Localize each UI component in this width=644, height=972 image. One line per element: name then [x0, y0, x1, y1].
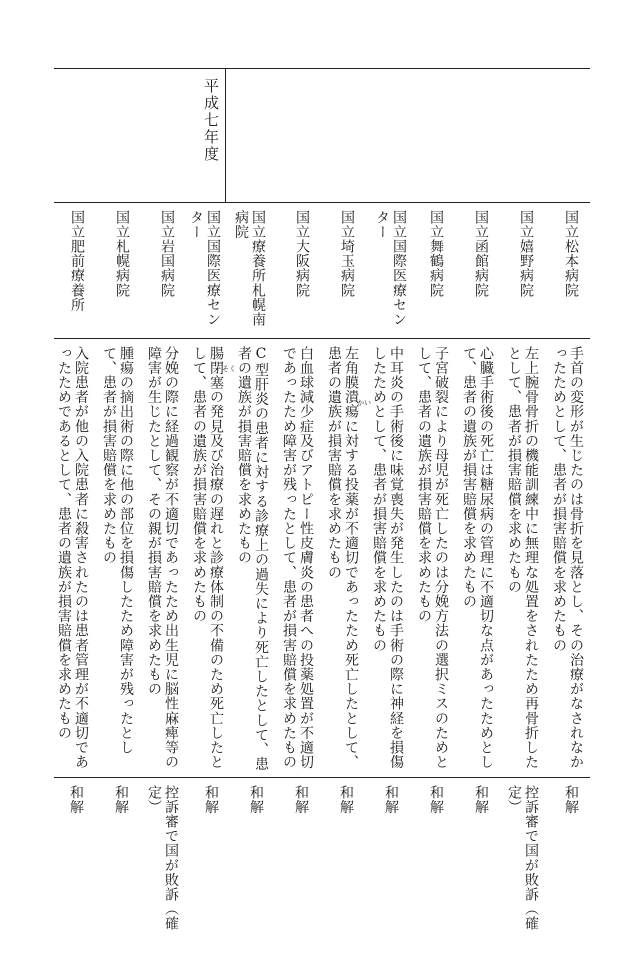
case-result	[505, 785, 539, 945]
hospital-name: 国立岩国病院	[159, 210, 175, 298]
hospital-name-text: 国立国際医療センター	[188, 210, 221, 327]
case-summary	[370, 346, 404, 774]
case-summary-text: 心臓手術後の死亡は糖尿病の管理に不適切な点があったためとして、患者の遺族が損害賠償を求めたもの	[461, 346, 494, 770]
hospital-name-text: 国立国際医療センター	[374, 210, 407, 327]
hospital-name	[373, 210, 407, 338]
case-summary	[550, 346, 584, 774]
case-result: 和解	[113, 785, 129, 815]
hospital-name: 国立埼玉病院	[339, 210, 355, 298]
case-result: 和解	[203, 785, 219, 815]
case-summary-text: 手首の変形が生じたのは骨折を見落とし、その治療がなされなかったためとして、患者が損害賠償を求めたもの	[551, 346, 584, 770]
case-result: 和解	[428, 785, 444, 815]
case-summary	[55, 346, 89, 774]
hospital-name: 国立舞鶴病院	[428, 210, 444, 298]
case-result: 和解	[248, 785, 264, 815]
case-summary-text: 腸閉塞の発見及び治療の遅れと診療体制の不備のため死亡したとして、患者の遺族が損害賠償を求めたもの	[191, 346, 224, 770]
case-summary-text: 左上腕骨骨折の機能訓練中に無理な処置をされたため再骨折したとして、患者が損害賠償を求めたもの	[506, 346, 539, 770]
case-result: 和解	[473, 785, 489, 815]
hospital-name: 国立大阪病院	[294, 210, 310, 298]
case-result: 和解	[563, 785, 579, 815]
hospital-name: 国立肥前療養所	[69, 210, 85, 313]
case-summary	[280, 346, 314, 774]
rule-hospital-top	[54, 202, 590, 203]
case-result: 和解	[68, 785, 84, 815]
case-summary	[505, 346, 539, 774]
ruby-annotation: そく	[222, 365, 236, 373]
case-summary	[235, 346, 269, 774]
case-summary-text: 入院患者が他の入院患者に殺害されたのは患者管理が不適切であったためであるとして、患者の遺族が損害賠償を求めたもの	[56, 346, 89, 770]
rule-result-top	[54, 777, 590, 778]
hospital-name: 国立松本病院	[563, 210, 579, 298]
ruby-annotation: かい	[357, 399, 371, 407]
case-summary	[190, 346, 224, 774]
case-summary	[325, 346, 359, 774]
hospital-name: 国立函館病院	[473, 210, 489, 298]
hospital-name-text: 国立療養所札幌南病院	[233, 210, 266, 327]
case-result-text: 控訴審で国が敗訴（確定）	[146, 785, 179, 931]
top-rule	[54, 68, 590, 69]
case-summary	[415, 346, 449, 774]
hospital-name	[187, 210, 221, 338]
hospital-name: 国立札幌病院	[114, 210, 130, 298]
case-summary-text: 分娩の際に経過観察が不適切であったため出生児に脳性麻痺等の障害が生じたとして、その親が損害賠償を求めたもの	[146, 346, 179, 770]
case-result: 和解	[383, 785, 399, 815]
case-summary-text: 白血球減少症及びアトピー性皮膚炎の患者への投薬処置が不適切であったため障害が残ったとして、患者が損害賠償を求めたもの	[281, 346, 314, 770]
case-summary-text: 中耳炎の手術後に味覚喪失が発生したのは手術の際に神経を損傷したためとして、患者が損害賠償を求めたもの	[371, 346, 404, 770]
case-summary-text: C型肝炎の患者に対する診療上の過失により死亡したとして、患者の遺族が損害賠償を求めたもの	[236, 346, 269, 772]
case-summary	[460, 346, 494, 774]
case-result: 和解	[338, 785, 354, 815]
year-label: 平成七年度	[202, 78, 220, 163]
case-result	[145, 785, 179, 945]
case-summary-text: 腫瘍の摘出術の際に他の部位を損傷したため障害が残ったとして、患者が損害賠償を求めたもの	[101, 346, 134, 755]
case-summary-text: 左角膜潰瘍に対する投薬が不適切であったため死亡したとして、患者の遺族が損害賠償を求めたもの	[326, 346, 359, 770]
rule-summary-top	[54, 338, 590, 339]
hospital-name	[232, 210, 266, 338]
case-result: 和解	[293, 785, 309, 815]
hospital-name: 国立嬉野病院	[518, 210, 534, 298]
case-result-text: 控訴審で国が敗訴（確定）	[506, 785, 539, 931]
case-summary-text: 子宮破裂により母児が死亡したのは分娩方法の選択ミスのためとして、患者の遺族が損害賠償を求めたもの	[416, 346, 449, 770]
case-summary	[100, 346, 134, 774]
case-summary	[145, 346, 179, 774]
year-column-divider	[225, 68, 226, 202]
